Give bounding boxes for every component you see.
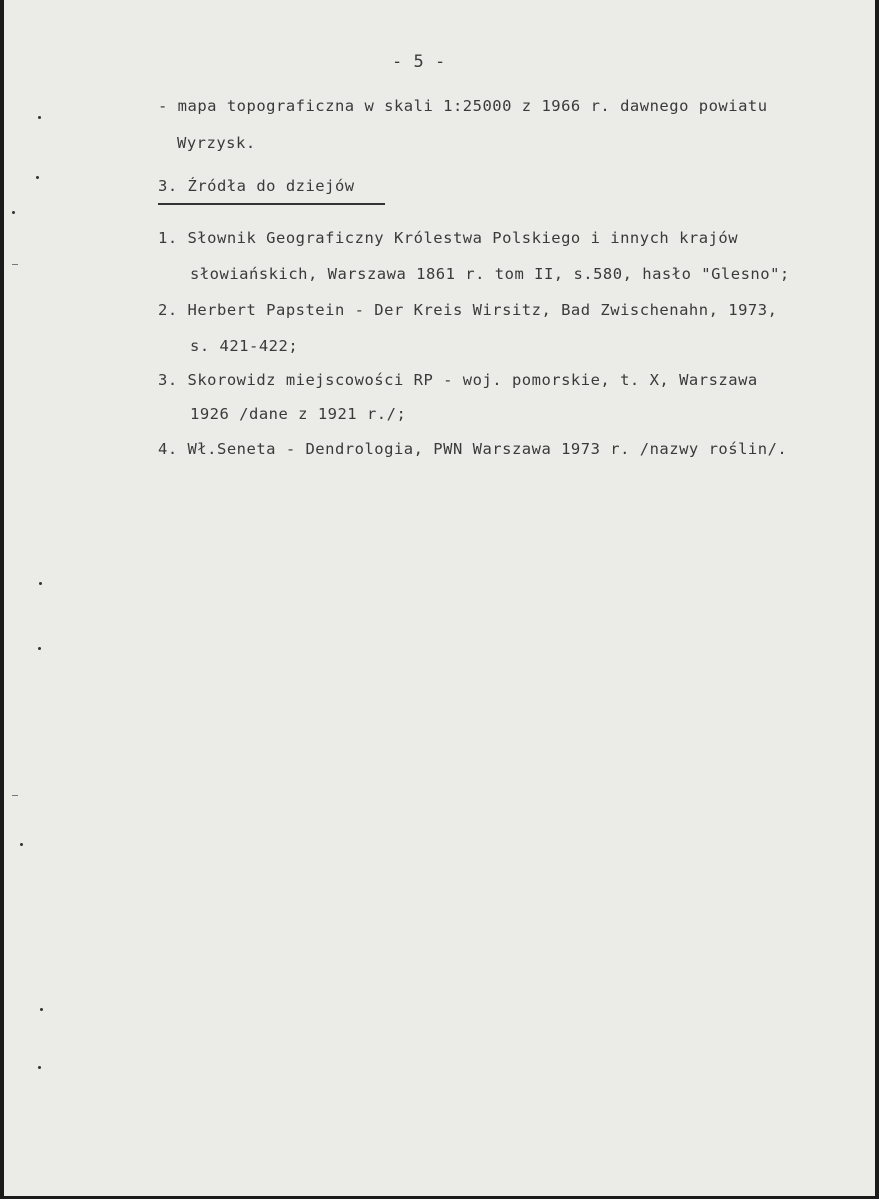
source-item-2-line-2: s. 421-422;: [190, 337, 299, 355]
scan-speck: [39, 582, 42, 585]
source-item-4-line-1: 4. Wł.Seneta - Dendrologia, PWN Warszawa 1973 r. /nazwy roślin/.: [158, 440, 788, 458]
scan-speck: [12, 211, 15, 214]
intro-line-2: Wyrzysk.: [177, 134, 256, 152]
scan-speck: [38, 116, 41, 119]
scan-border-left: [0, 0, 4, 1199]
scan-speck: [36, 176, 39, 179]
scan-speck: [20, 843, 23, 846]
scan-mark: [12, 795, 18, 796]
scan-speck: [40, 1008, 43, 1011]
source-item-1-line-2: słowiańskich, Warszawa 1861 r. tom II, s.580, hasło "Glesno";: [190, 265, 790, 283]
scan-speck: [38, 647, 41, 650]
source-item-1-line-1: 1. Słownik Geograficzny Królestwa Polskiego i innych krajów: [158, 229, 739, 247]
scan-border-right: [875, 0, 879, 1199]
source-item-2-line-1: 2. Herbert Papstein - Der Kreis Wirsitz, Bad Zwischenahn, 1973,: [158, 301, 778, 319]
scan-speck: [38, 1066, 41, 1069]
source-item-3-line-2: 1926 /dane z 1921 r./;: [190, 405, 407, 423]
scan-mark: [12, 264, 18, 265]
source-item-3-line-1: 3. Skorowidz miejscowości RP - woj. pomorskie, t. X, Warszawa: [158, 371, 758, 389]
intro-line-1: - mapa topograficzna w skali 1:25000 z 1966 r. dawnego powiatu: [158, 97, 768, 115]
page-number: - 5 -: [392, 52, 446, 72]
section-heading-underline: [158, 203, 385, 205]
section-heading: 3. Źródła do dziejów: [158, 177, 355, 195]
